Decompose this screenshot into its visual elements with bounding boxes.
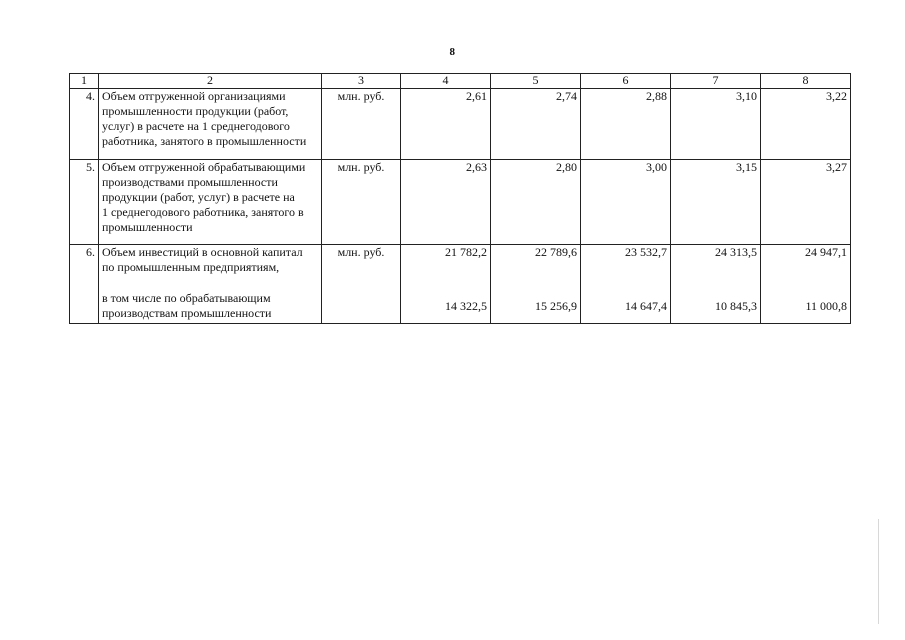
column-header: 4 — [401, 74, 491, 89]
indicator-name-line: услуг) в расчете на 1 среднегодового — [102, 119, 290, 133]
indicator-name-line: продукции (работ, услуг) в расчете на — [102, 190, 295, 204]
value-cell — [491, 245, 581, 324]
value-cell: 3,00 — [581, 160, 671, 245]
indicator-name-line: 1 среднегодового работника, занятого в — [102, 205, 304, 219]
value-cell — [671, 245, 761, 324]
indicator-name-line: работника, занятого в промышленности — [102, 134, 307, 148]
table-row — [70, 89, 851, 160]
indicator-name-line: Объем инвестиций в основной капитал — [102, 245, 303, 259]
unit-cell: млн. руб. — [322, 89, 401, 160]
value-cell: 2,80 — [491, 160, 581, 245]
indicators-table — [69, 73, 851, 324]
indicator-name-line: Объем отгруженной организациями — [102, 89, 286, 103]
table-row — [70, 245, 851, 324]
value-total: 24 947,1 — [805, 245, 847, 259]
sub-indicator-name-line: производствам промышленности — [102, 306, 272, 320]
value-cell — [401, 245, 491, 324]
value-sub: 14 322,5 — [445, 299, 487, 313]
sub-indicator-name-line: в том числе по обрабатывающим — [102, 291, 271, 305]
unit-cell: млн. руб. — [322, 160, 401, 245]
column-header: 6 — [581, 74, 671, 89]
indicator-name-line: промышленности — [102, 220, 193, 234]
column-header: 2 — [99, 74, 322, 89]
value-cell: 3,27 — [761, 160, 851, 245]
indicator-name-line: по промышленным предприятиям, — [102, 260, 280, 274]
indicator-name — [99, 160, 322, 245]
indicator-name — [99, 89, 322, 160]
column-header: 8 — [761, 74, 851, 89]
page-number: 8 — [449, 46, 456, 58]
value-sub: 11 000,8 — [805, 299, 847, 313]
spacer — [102, 275, 318, 291]
value-cell: 2,63 — [401, 160, 491, 245]
value-cell — [581, 245, 671, 324]
indicator-name-line: промышленности продукции (работ, — [102, 104, 289, 118]
row-number: 6. — [70, 245, 99, 324]
value-total: 23 532,7 — [625, 245, 667, 259]
column-header: 5 — [491, 74, 581, 89]
row-number: 4. — [70, 89, 99, 160]
value-sub: 15 256,9 — [535, 299, 577, 313]
column-header: 1 — [70, 74, 99, 89]
unit-cell: млн. руб. — [322, 245, 401, 324]
indicator-name-line: Объем отгруженной обрабатывающими — [102, 160, 306, 174]
value-total: 21 782,2 — [445, 245, 487, 259]
row-number: 5. — [70, 160, 99, 245]
column-header: 7 — [671, 74, 761, 89]
value-cell: 3,10 — [671, 89, 761, 160]
indicator-name — [99, 245, 322, 324]
indicator-name-line: производствами промышленности — [102, 175, 278, 189]
table-row — [70, 160, 851, 245]
scan-edge-line — [878, 519, 879, 624]
value-total: 24 313,5 — [715, 245, 757, 259]
value-total: 22 789,6 — [535, 245, 577, 259]
value-sub: 14 647,4 — [625, 299, 667, 313]
value-cell: 3,22 — [761, 89, 851, 160]
value-cell: 2,88 — [581, 89, 671, 160]
value-cell: 2,74 — [491, 89, 581, 160]
value-sub: 10 845,3 — [715, 299, 757, 313]
value-cell: 3,15 — [671, 160, 761, 245]
table-header-row — [70, 74, 851, 89]
value-cell — [761, 245, 851, 324]
column-header: 3 — [322, 74, 401, 89]
value-cell: 2,61 — [401, 89, 491, 160]
